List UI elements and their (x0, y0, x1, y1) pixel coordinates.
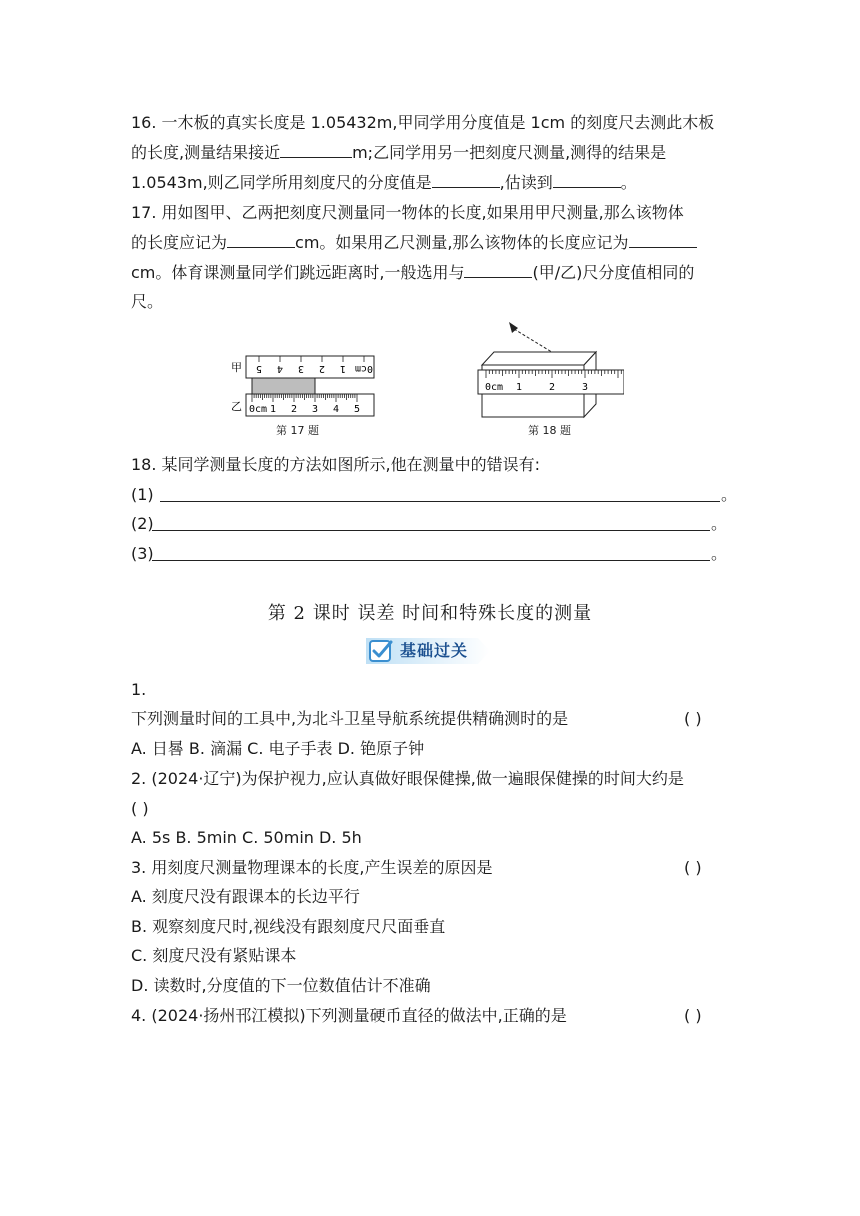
q17-line3b: (甲/乙)尺分度值相同的 (532, 263, 695, 282)
q17-line2b: cm。如果用乙尺测量,那么该物体的长度应记为 (295, 233, 629, 252)
q16-line3 (131, 173, 637, 193)
figure-17 (228, 350, 378, 422)
q18-answer3[interactable] (152, 560, 710, 561)
q18-text: 18. 某同学测量长度的方法如图所示,他在测量中的错误有: (131, 455, 541, 474)
q16-line1: 16. 一木板的真实长度是 1.05432m,甲同学用分度值是 1cm 的刻度尺去测此木板 (131, 113, 715, 132)
ruler-jia-tick-label: 1 (339, 363, 347, 374)
caption-fig17: 第 17 题 (276, 424, 319, 437)
q2-answer-paren[interactable]: ( ) (131, 799, 149, 818)
q17-line1: 17. 用如图甲、乙两把刻度尺测量同一物体的长度,如果用甲尺测量,那么该物体 (131, 203, 684, 222)
q4-answer-paren[interactable]: ( ) (684, 1006, 702, 1025)
figure-18 (472, 318, 624, 422)
q3-option-d: D. 读数时,分度值的下一位数值估计不准确 (131, 976, 431, 995)
ruler-fig18-tick-label: 1 (515, 382, 523, 393)
q16-blank2[interactable] (432, 173, 500, 188)
label-jia: 甲 (231, 361, 242, 374)
ruler-jia-tick-label: 4 (276, 363, 284, 374)
q18-end1: 。 (721, 485, 738, 504)
q17-line3 (131, 263, 694, 283)
ruler-jia-tick-label: 2 (318, 363, 326, 374)
lesson-title: 第 2 课时 误差 时间和特殊长度的测量 (267, 603, 593, 624)
ruler-yi-tick-label: 2 (290, 404, 298, 415)
q18-item2-label: (2) (131, 514, 154, 533)
q17-blank1[interactable] (227, 233, 295, 248)
ruler-jia-tick-label: 0cm (354, 363, 374, 374)
ruler-fig18-tick-label: 0cm (484, 382, 504, 393)
q17-line2a: 的长度应记为 (131, 233, 228, 252)
q18-end3: 。 (711, 544, 728, 563)
ruler-jia-tick-label: 5 (255, 363, 263, 374)
q18-item1-label: (1) (131, 485, 154, 504)
ruler-fig18-tick-label: 2 (548, 382, 556, 393)
q18-item3-label: (3) (131, 544, 154, 563)
q16-blank1[interactable] (280, 143, 352, 158)
q16-line2 (131, 143, 666, 163)
section-badge-label: 基础过关 (400, 641, 469, 660)
ruler-jia-tick-label: 3 (297, 363, 305, 374)
q17-line4: 尺。 (131, 292, 164, 311)
q17-line2 (131, 233, 697, 253)
q1-options: A. 日晷 B. 滴漏 C. 电子手表 D. 铯原子钟 (131, 739, 425, 758)
q3-option-a: A. 刻度尺没有跟课本的长边平行 (131, 887, 360, 906)
q16-line3c: 。 (620, 173, 637, 192)
ruler-fig18-tick-label: 3 (581, 382, 589, 393)
label-yi: 乙 (231, 400, 242, 413)
q2-stem: 2. (2024·辽宁)为保护视力,应认真做好眼保健操,做一遍眼保健操的时间大约是 (131, 769, 684, 788)
q17-blank2[interactable] (629, 233, 697, 248)
q4-stem: 4. (2024·扬州邗江模拟)下列测量硬币直径的做法中,正确的是 (131, 1006, 567, 1025)
ruler-yi-tick-label: 0cm (248, 404, 268, 415)
q18-answer1[interactable] (160, 501, 720, 502)
caption-fig18: 第 18 题 (528, 424, 571, 437)
q2-options: A. 5s B. 5min C. 50min D. 5h (131, 828, 362, 847)
ruler-yi-tick-label: 1 (269, 404, 277, 415)
q17-blank3[interactable] (464, 263, 532, 278)
ruler-yi-tick-label: 4 (332, 404, 340, 415)
q1-number: 1. (131, 680, 147, 699)
q16-blank3[interactable] (553, 173, 621, 188)
q18-end2: 。 (711, 514, 728, 533)
q1-answer-paren[interactable]: ( ) (684, 709, 702, 728)
q16-line3a: 1.0543m,则乙同学所用刻度尺的分度值是 (131, 173, 432, 192)
q16-line3b: ,估读到 (499, 173, 553, 192)
ruler-yi-tick-label: 5 (353, 404, 361, 415)
q16-line2a: 的长度,测量结果接近 (131, 143, 281, 162)
q1-stem: 下列测量时间的工具中,为北斗卫星导航系统提供精确测时的是 (131, 709, 569, 728)
q18-answer2[interactable] (152, 530, 710, 531)
q3-answer-paren[interactable]: ( ) (684, 858, 702, 877)
eye-icon (509, 322, 518, 333)
q17-line3a: cm。体育课测量同学们跳远距离时,一般选用与 (131, 263, 465, 282)
ruler-jia (246, 356, 374, 378)
q3-option-c: C. 刻度尺没有紧贴课本 (131, 946, 297, 965)
q3-stem: 3. 用刻度尺测量物理课本的长度,产生误差的原因是 (131, 858, 493, 877)
measured-object (252, 378, 315, 394)
ruler-yi-tick-label: 3 (311, 404, 319, 415)
q3-option-b: B. 观察刻度尺时,视线没有跟刻度尺尺面垂直 (131, 917, 446, 936)
q16-line2b: m;乙同学用另一把刻度尺测量,测得的结果是 (352, 143, 667, 162)
